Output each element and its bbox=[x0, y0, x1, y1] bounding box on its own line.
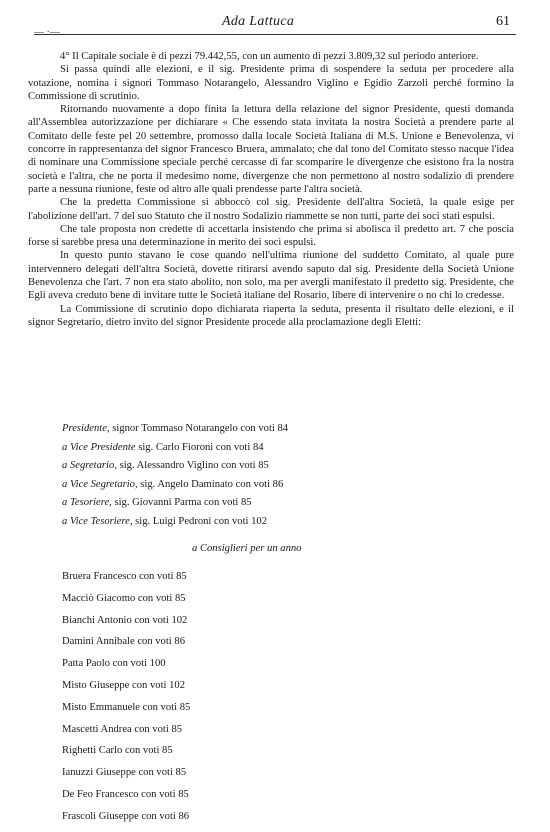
officer-detail: sig. Luigi Pedroni con voti 102 bbox=[132, 515, 267, 527]
header-rule bbox=[34, 34, 516, 35]
list-item bbox=[62, 457, 288, 476]
list-item bbox=[62, 439, 288, 458]
list-item: Patta Paolo con voti 100 bbox=[62, 658, 166, 670]
list-item: Misto Giuseppe con voti 102 bbox=[62, 679, 185, 691]
officer-detail: signor Tommaso Notarangelo con voti 84 bbox=[109, 423, 289, 434]
paragraph: 4° Il Capitale sociale è di pezzi 79.442,55, con un aumento di pezzi 3.809,32 sul periodo anteriore. bbox=[60, 51, 479, 62]
officer-role: a Vice Segretario, bbox=[62, 478, 138, 490]
councillors-heading: a Consiglieri per un anno bbox=[192, 543, 302, 554]
officer-detail: sig. Alessandro Viglino con voti 85 bbox=[116, 460, 269, 471]
officer-role: a Tesoriere, bbox=[62, 497, 112, 508]
list-item: Macciò Giacomo con voti 85 bbox=[62, 592, 186, 604]
officer-role: a Vice Presidente bbox=[62, 441, 136, 453]
list-item: Bianchi Antonio con voti 102 bbox=[62, 614, 188, 626]
councillors-list bbox=[62, 566, 190, 828]
body-text bbox=[28, 50, 514, 329]
paragraph: La Commissione di scrutinio dopo dichiarata riaperta la seduta, presenta il risultato delle elezioni, e il signor Segretario, dietro invito del signor Presidente procede alla proclamazione degli Eletti: bbox=[28, 303, 514, 328]
list-item bbox=[62, 513, 288, 532]
officer-detail: sig. Giovanni Parma con voti 85 bbox=[111, 497, 252, 508]
paragraph: Che tale proposta non credette di accettarla insistendo che prima si abolisca il predetto art. 7 che poscia forse si sarebbe presa una determinazione in merito dei soci espulsi. bbox=[28, 223, 514, 249]
officer-detail: sig. Angelo Daminato con voti 86 bbox=[137, 478, 284, 490]
list-item: De Feo Francesco con voti 85 bbox=[62, 788, 189, 800]
list-item: Bruera Francesco con voti 85 bbox=[62, 571, 187, 582]
list-item: Frascoli Giuseppe con voti 86 bbox=[62, 810, 190, 822]
officer-role: Presidente, bbox=[62, 423, 110, 434]
running-head-author: Ada Lattuca bbox=[222, 14, 295, 29]
list-item: Ianuzzi Giuseppe con voti 85 bbox=[62, 767, 187, 779]
paragraph: Si passa quindi alle elezioni, e il sig. Presidente prima di sospendere la seduta per procedere alla votazione, nomina i signori Tommaso Notarangelo, Alessandro Viglino e Egidio Zarzoli perché formino la Commissione di scrutinio. bbox=[28, 64, 514, 102]
paragraph: In questo punto stavano le cose quando nell'ultima riunione del suddetto Comitato, al quale pure intervennero delegati dell'altra Società, dovette ritirarsi avendo saputo dal sig. Presidente della Società Unione Benevolenza che l'art. 7 non era stato abolito, non solo, ma per avergli manifestato il predetto sig. Presidente, che Egli aveva creduto bene di invitare tutte le Società italiane del Rosario, libere di intervenire o no chi lo credesse. bbox=[28, 250, 514, 302]
list-item: Damini Annibale con voti 86 bbox=[62, 636, 185, 648]
officer-detail: sig. Carlo Fioroni con voti 84 bbox=[135, 441, 264, 453]
paragraph: Che la predetta Commissione si abboccò col sig. Presidente dell'altra Società, la quale esige per l'abolizione dell'art. 7 del suo Statuto che il nostro Sodalizio riammette se non tutti, parte dei soci stati espulsi. bbox=[28, 197, 514, 222]
header-marks: — ·— bbox=[34, 27, 60, 38]
list-item bbox=[62, 476, 288, 495]
elected-officers-list bbox=[62, 420, 288, 531]
officer-role: a Segretario, bbox=[62, 460, 117, 471]
list-item bbox=[62, 494, 288, 513]
list-item: Mascetti Andrea con voti 85 bbox=[62, 723, 183, 735]
paragraph: Ritornando nuovamente a dopo finita la lettura della relazione del signor Presidente, questi domanda all'Assemblea autorizzazione per dichiarare « Che essendo stata invitata la nostra Società a prendere parte al Comitato delle feste pel 20 settembre, promosso dalla locale Società Italiana di M.S. Unione e Benevolenza, vi concorre in rappresentanza del signor Francesco Bruera, ammalato; che dal tono del Comitato stesso nacque l'idea di nominare una Commissione speciale perché cercasse di far scomparire le divergenze che esistono fra la nostra società e l'altra, che ne porta il medesimo nome, divergenze che non permettono al nostro sodalizio di prendere parte a nessuna riunione, feste od altro alle quali prendesse parte l'altra società. bbox=[28, 104, 514, 195]
page-number: 61 bbox=[496, 14, 510, 29]
list-item bbox=[62, 420, 288, 439]
officer-role: a Vice Tesoriere, bbox=[62, 515, 133, 527]
list-item: Misto Emmanuele con voti 85 bbox=[62, 701, 191, 713]
list-item: Righetti Carlo con voti 85 bbox=[62, 745, 173, 757]
